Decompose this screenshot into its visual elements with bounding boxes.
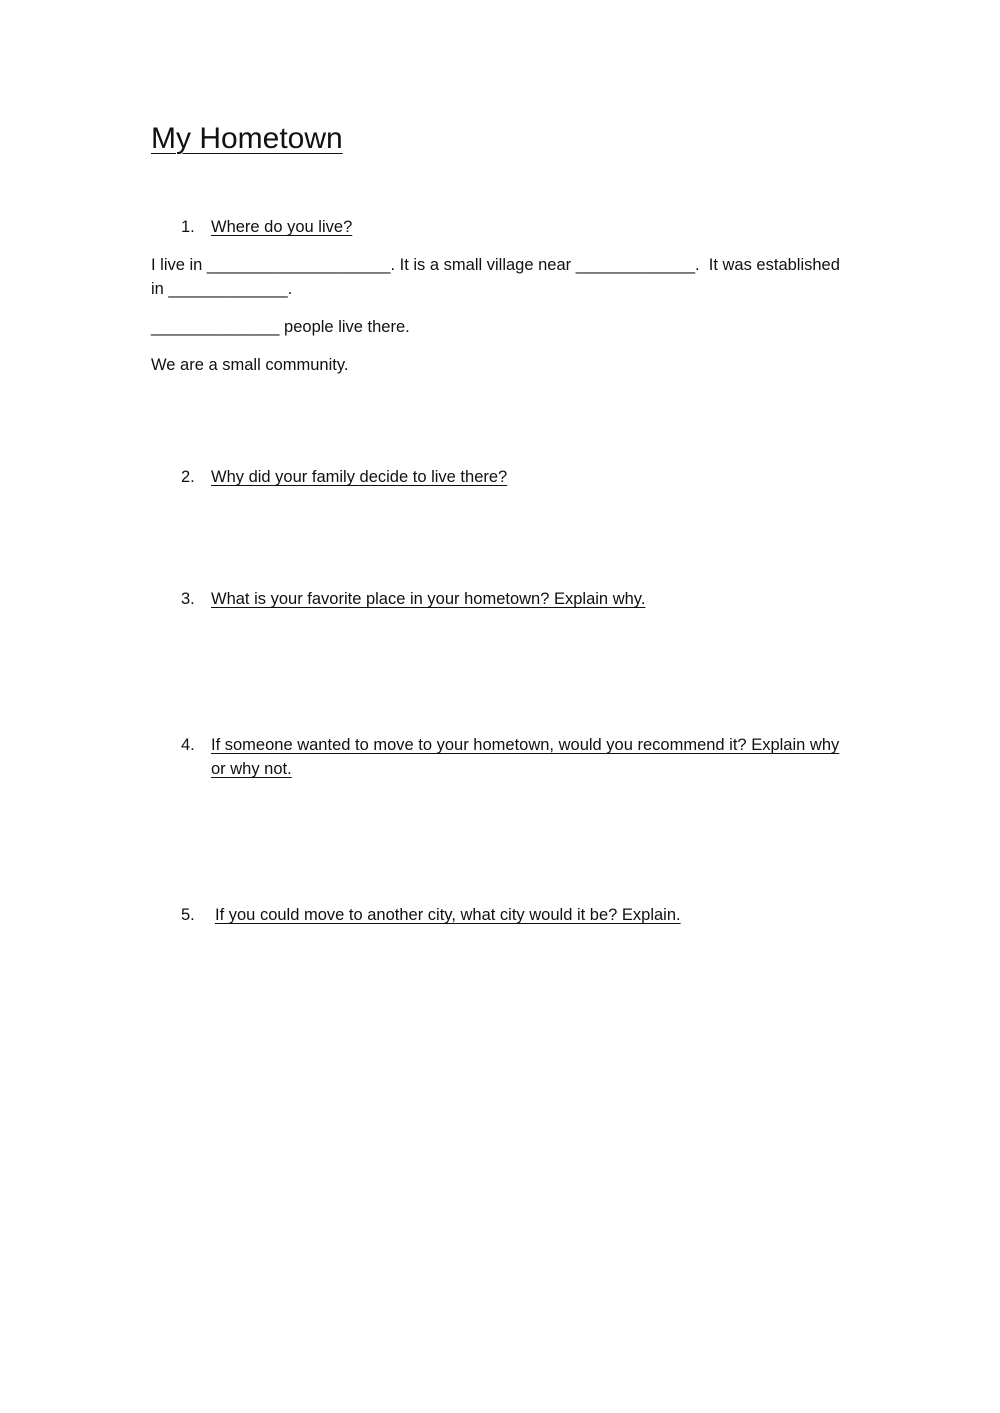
fill-in-line-3: ______________ people live there. [151, 318, 410, 336]
question-number: 4. [181, 736, 195, 754]
question-text: Where do you live? [211, 218, 353, 236]
question-text: If someone wanted to move to your hometown, would you recommend it? Explain why or why not. [211, 736, 840, 778]
question-text: Why did your family decide to live there? [211, 468, 508, 486]
question-text: If you could move to another city, what city would it be? Explain. [215, 906, 681, 924]
question-number: 5. [181, 906, 195, 924]
page-title: My Hometown [151, 122, 343, 155]
fill-in-line-2: in _____________. [151, 280, 293, 298]
question-number: 1. [181, 218, 195, 236]
question-number: 2. [181, 468, 195, 486]
question-text: What is your favorite place in your hometown? Explain why. [211, 590, 646, 608]
statement-line: We are a small community. [151, 356, 349, 374]
fill-in-line-1: I live in ____________________. It is a small village near _____________. It was established [151, 256, 840, 274]
question-number: 3. [181, 590, 195, 608]
